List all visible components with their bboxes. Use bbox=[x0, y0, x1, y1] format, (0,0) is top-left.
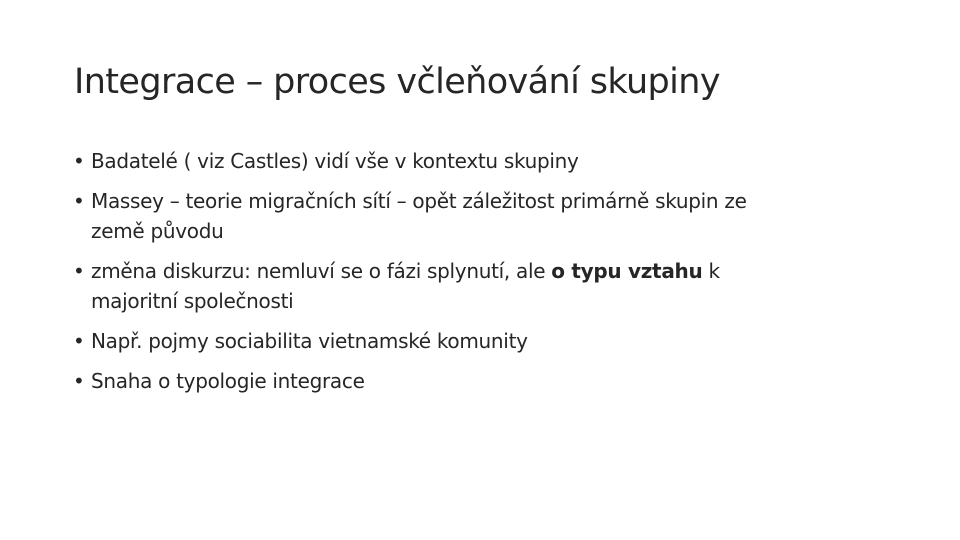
bullet-icon: • bbox=[73, 149, 85, 173]
bullet-text: Např. pojmy sociabilita vietnamské komunity bbox=[91, 329, 528, 353]
bullet-text-emphasis: o typu vztahu bbox=[551, 259, 703, 283]
bullet-text-line-1 bbox=[91, 256, 873, 286]
bullet-icon: • bbox=[73, 329, 85, 353]
bullet-text-line-2: majoritní společnosti bbox=[91, 289, 294, 313]
bullet-text-plain: změna diskurzu: nemluví se o fázi splynutí, ale bbox=[91, 259, 552, 283]
bullet-item-pojmy bbox=[73, 326, 873, 356]
bullet-text-line-1: Massey – teorie migračních sítí – opět záležitost primárně skupin ze bbox=[91, 189, 747, 213]
bullet-list bbox=[73, 146, 873, 406]
slide-title: Integrace – proces včleňování skupiny bbox=[74, 62, 720, 102]
bullet-item-zmena-diskurzu bbox=[73, 256, 873, 316]
bullet-item-badatele bbox=[73, 146, 873, 176]
bullet-icon: • bbox=[73, 369, 85, 393]
bullet-icon: • bbox=[73, 189, 85, 213]
bullet-text: Snaha o typologie integrace bbox=[91, 369, 365, 393]
bullet-text-line-2: země původu bbox=[91, 219, 224, 243]
bullet-item-snaha bbox=[73, 366, 873, 396]
bullet-text-plain-end: k bbox=[702, 259, 720, 283]
bullet-text: Badatelé ( viz Castles) vidí vše v kontextu skupiny bbox=[91, 149, 579, 173]
bullet-icon: • bbox=[73, 259, 85, 283]
bullet-item-massey bbox=[73, 186, 873, 246]
